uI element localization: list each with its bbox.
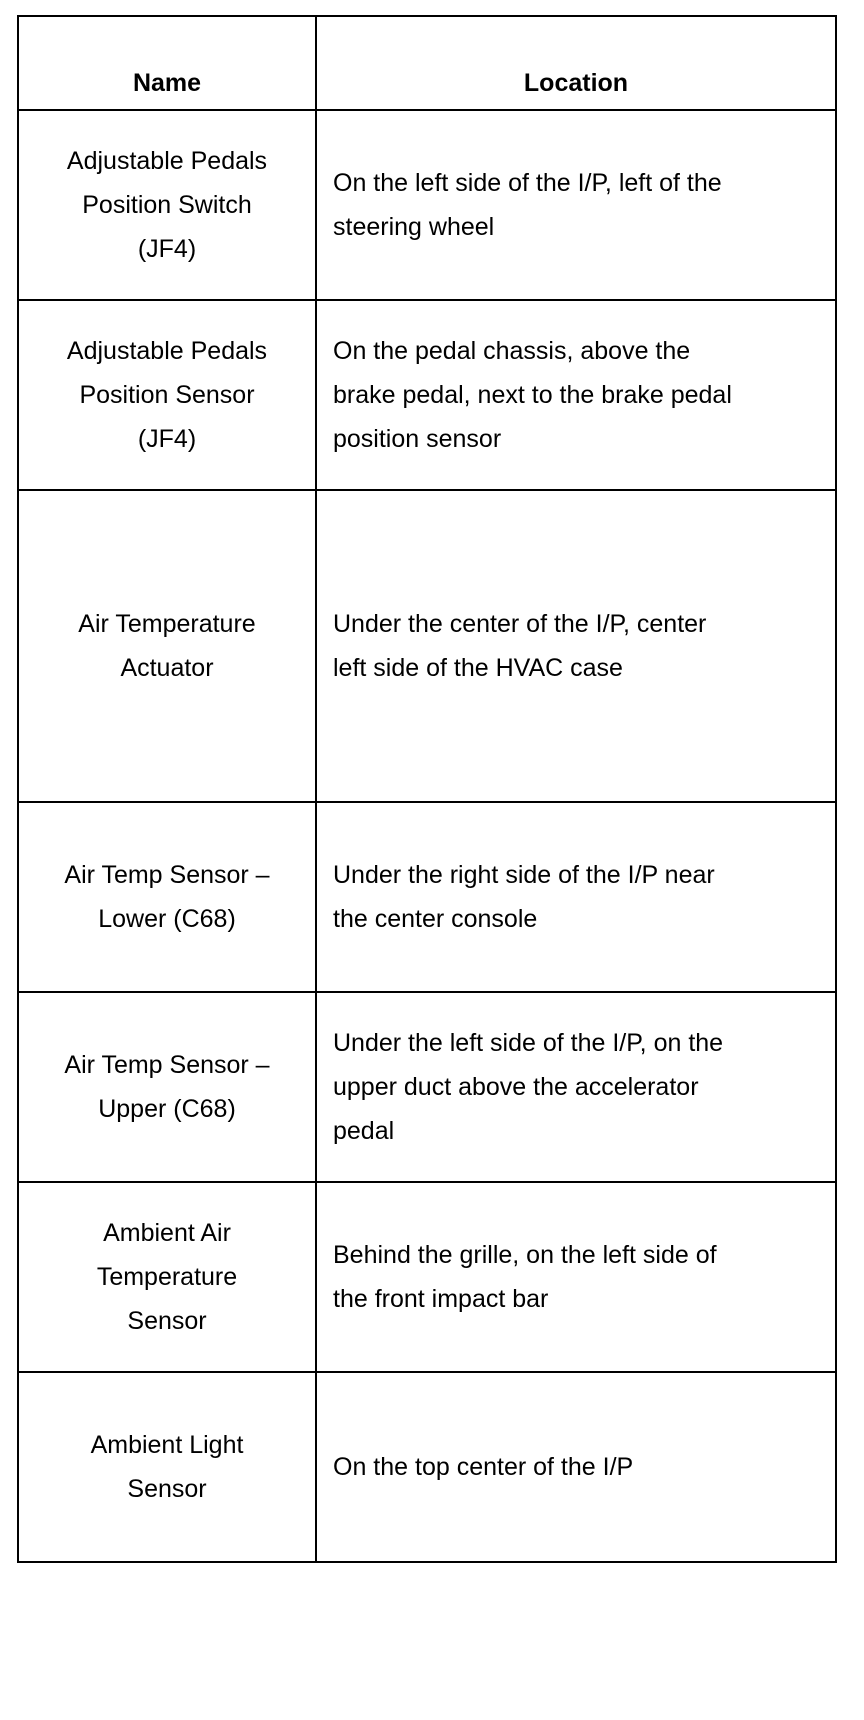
location-cell	[316, 1182, 836, 1372]
name-cell	[18, 490, 316, 802]
header-name: Name	[18, 16, 316, 110]
location-cell	[316, 1372, 836, 1562]
table-row	[18, 110, 836, 300]
name-text: Air Temp Sensor – Upper (C68)	[64, 1051, 270, 1123]
name-cell	[18, 300, 316, 490]
component-location-table	[17, 15, 837, 1563]
location-cell	[316, 802, 836, 992]
header-location: Location	[316, 16, 836, 110]
location-text: Behind the grille, on the left side of the front impact bar	[333, 1241, 717, 1313]
location-cell	[316, 992, 836, 1182]
name-cell	[18, 992, 316, 1182]
table-row	[18, 300, 836, 490]
location-text: Under the left side of the I/P, on the upper duct above the accelerator pedal	[333, 1029, 724, 1145]
location-cell	[316, 110, 836, 300]
location-cell	[316, 490, 836, 802]
table-row	[18, 992, 836, 1182]
name-text: Ambient Air Temperature Sensor	[96, 1219, 238, 1335]
table-row	[18, 802, 836, 992]
name-cell	[18, 110, 316, 300]
table-header-row	[18, 16, 836, 110]
name-cell	[18, 802, 316, 992]
name-text: Adjustable Pedals Position Sensor (JF4)	[66, 337, 268, 453]
location-cell	[316, 300, 836, 490]
name-text: Ambient Light Sensor	[90, 1431, 244, 1503]
table-row	[18, 1372, 836, 1562]
location-text: On the left side of the I/P, left of the steering wheel	[333, 169, 722, 241]
name-text: Adjustable Pedals Position Switch (JF4)	[66, 147, 268, 263]
table-row	[18, 490, 836, 802]
name-text: Air Temp Sensor – Lower (C68)	[64, 861, 270, 933]
name-cell	[18, 1372, 316, 1562]
location-text: Under the right side of the I/P near the center console	[333, 861, 715, 933]
name-cell	[18, 1182, 316, 1372]
name-text: Air Temperature Actuator	[78, 610, 256, 682]
location-text: On the top center of the I/P	[333, 1453, 634, 1481]
table-row	[18, 1182, 836, 1372]
location-text: Under the center of the I/P, center left side of the HVAC case	[333, 610, 707, 682]
location-text: On the pedal chassis, above the brake pedal, next to the brake pedal position sensor	[333, 337, 732, 453]
